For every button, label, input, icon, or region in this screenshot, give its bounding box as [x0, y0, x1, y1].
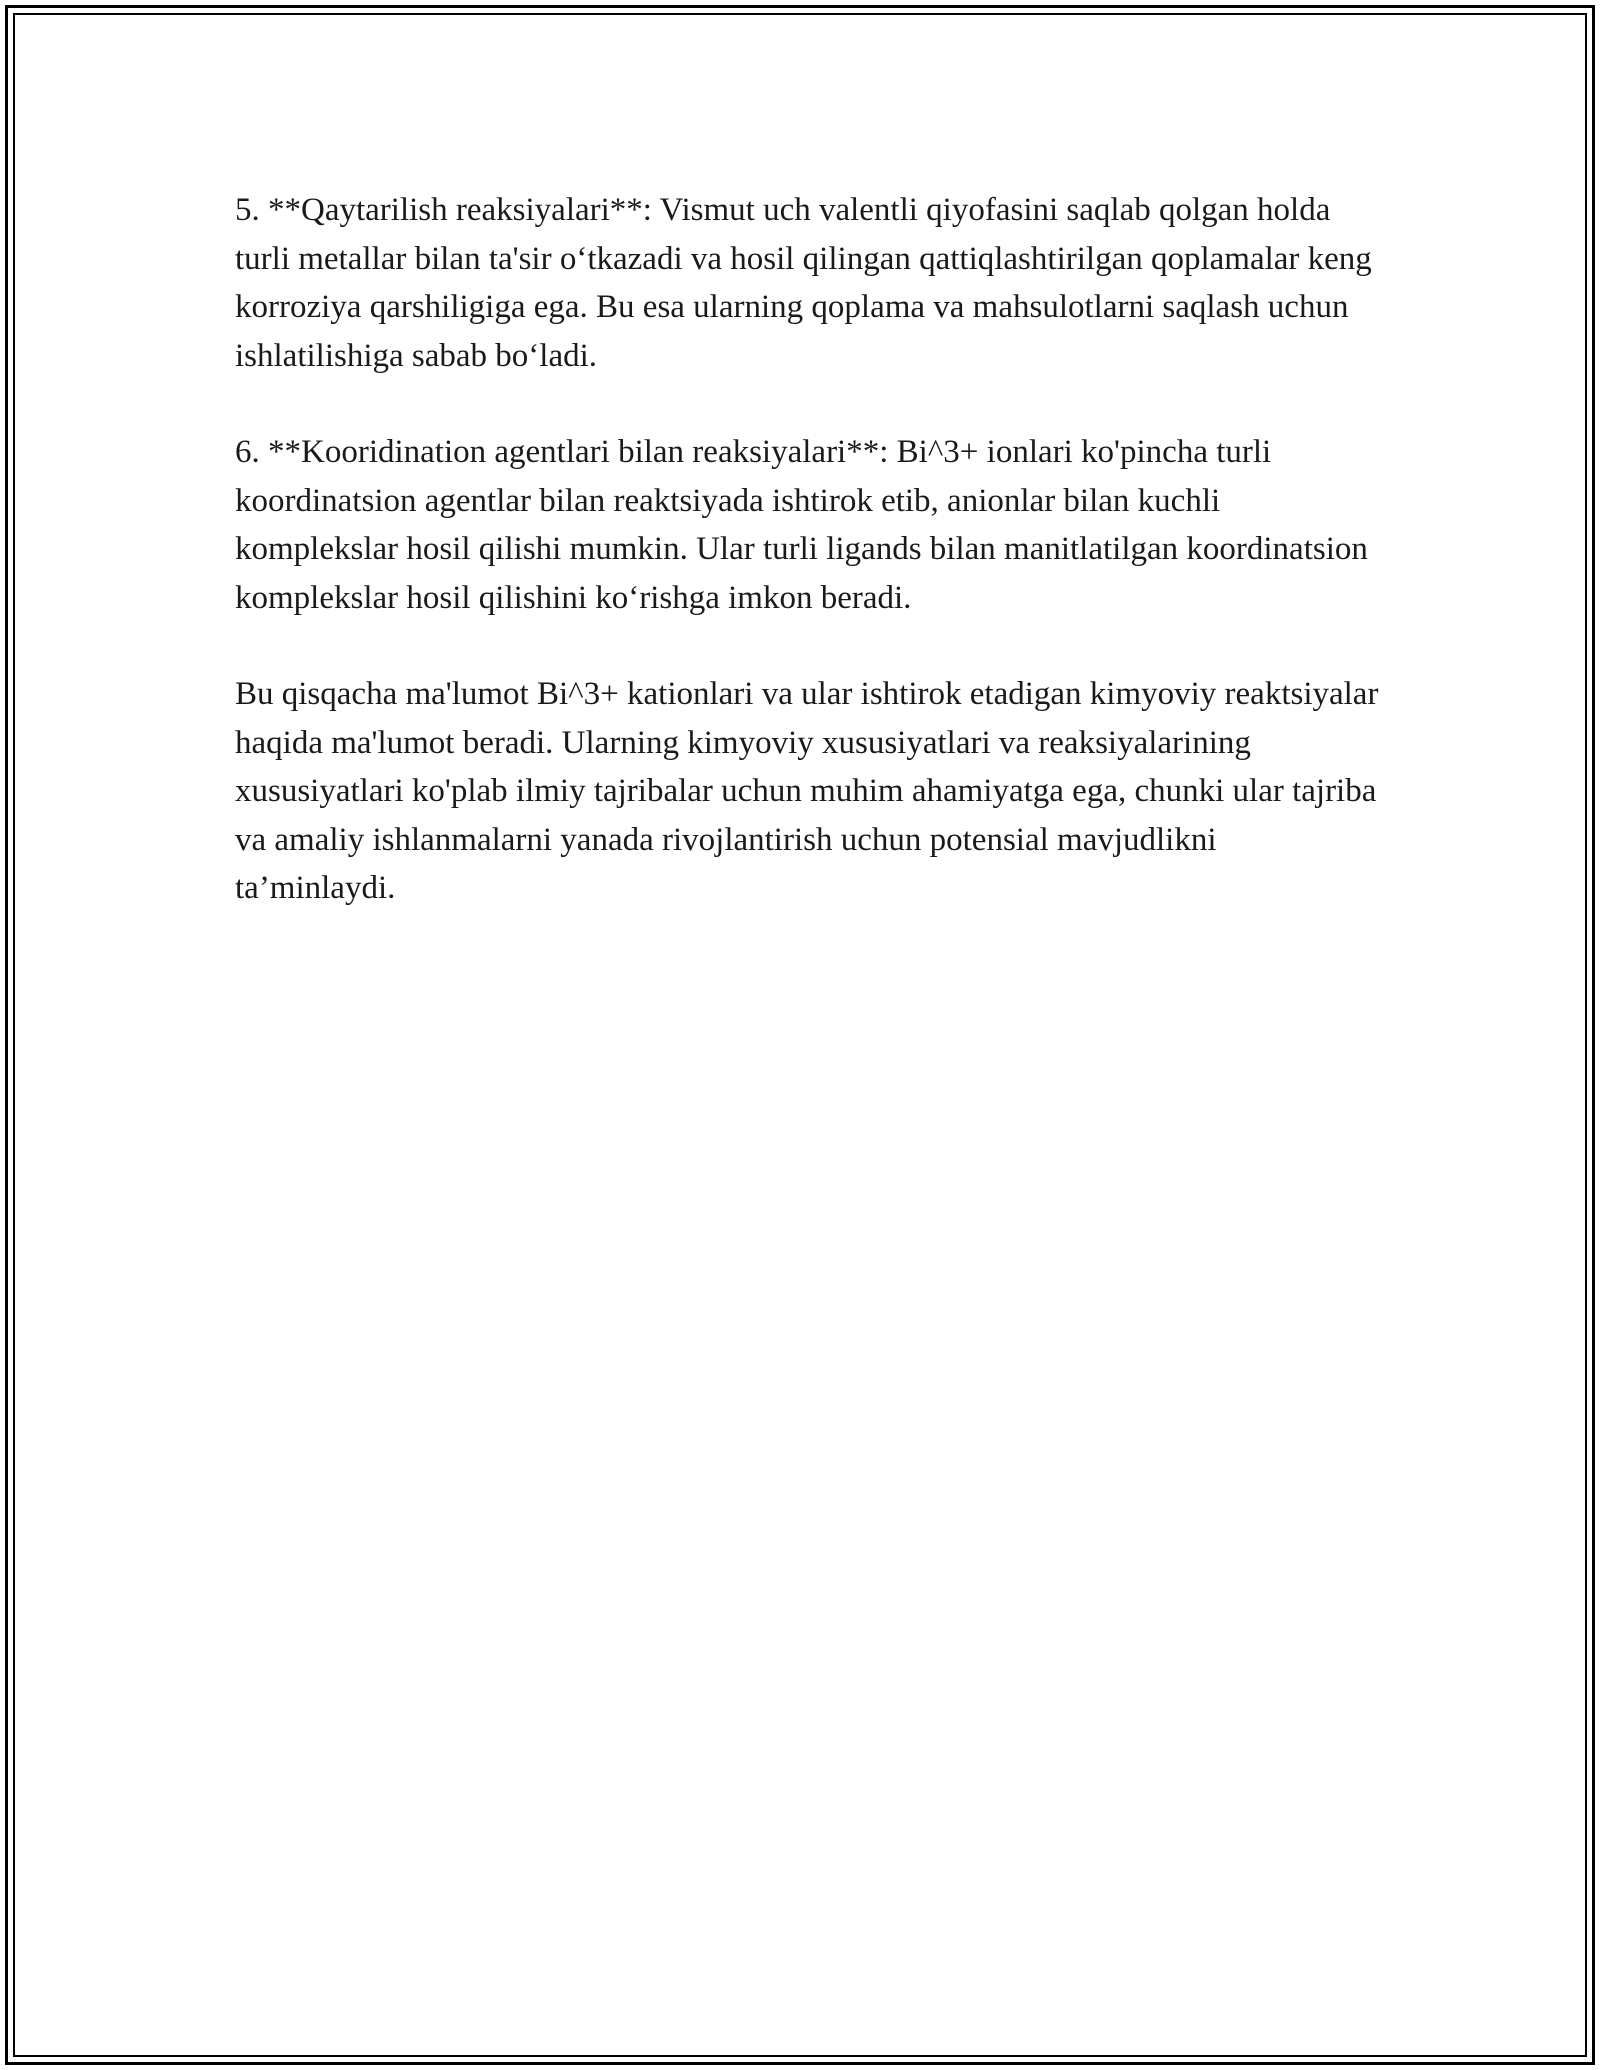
- document-body: [235, 186, 1385, 961]
- paragraph-coordination-reactions: 6. **Kooridination agentlari bilan reaksiyalari**: Bi^3+ ionlari ko'pincha turli koordinatsion agentlar bilan reaktsiyada ishtirok etib, anionlar bilan kuchli komplekslar hosil qilishi mumkin. Ular turli ligands bilan manitlatilgan koordinatsion komplekslar hosil qilishini koʻrishga imkon beradi.: [235, 434, 1368, 616]
- paragraph-reduction-reactions: 5. **Qaytarilish reaksiyalari**: Vismut uch valentli qiyofasini saqlab qolgan holda turli metallar bilan ta'sir oʻtkazadi va hosil qilingan qattiqlashtirilgan qoplamalar keng korroziya qarshiligiga ega. Bu esa ularning qoplama va mahsulotlarni saqlash uchun ishlatilishiga sabab boʻladi.: [235, 192, 1372, 374]
- paragraph-summary: Bu qisqacha ma'lumot Bi^3+ kationlari va ular ishtirok etadigan kimyoviy reaktsiyalar haqida ma'lumot beradi. Ularning kimyoviy xususiyatlari va reaksiyalarining xususiyatlari ko'plab ilmiy tajribalar uchun muhim ahamiyatga ega, chunki ular tajriba va amaliy ishlanmalarni yanada rivojlantirish uchun potensial mavjudlikni ta’minlaydi.: [235, 676, 1379, 906]
